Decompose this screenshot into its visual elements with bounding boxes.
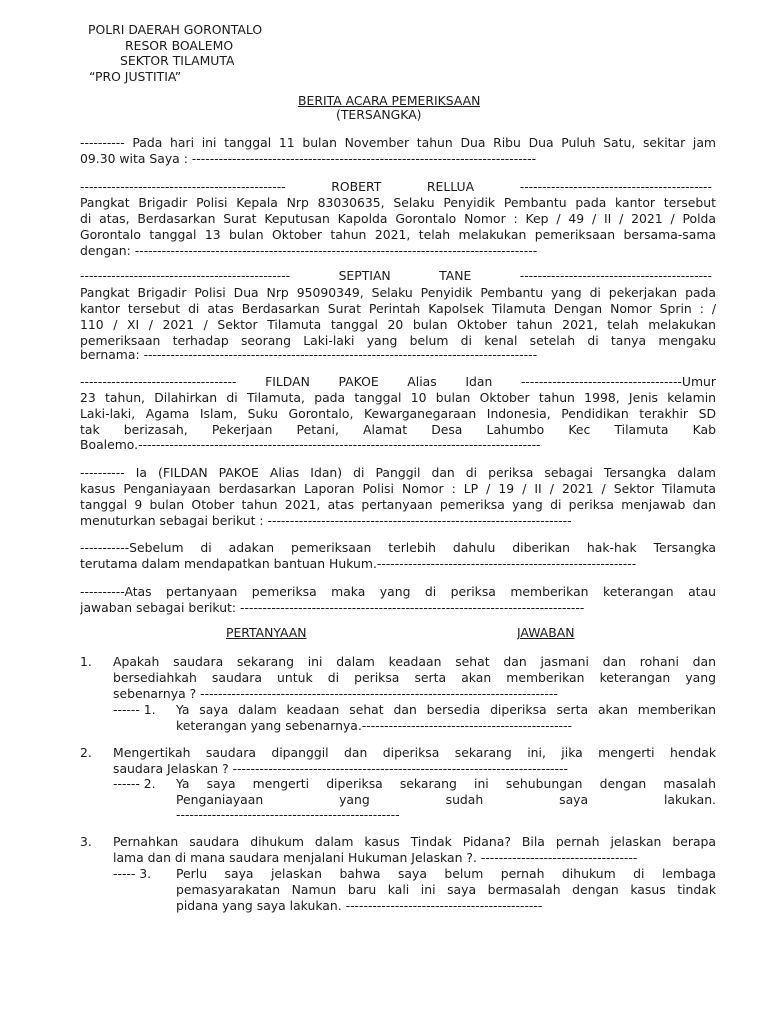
org-sektor: SEKTOR TILAMUTA bbox=[120, 53, 235, 68]
p6-line: terutama dalam mendapatkan bantuan Hukum.---------------------------------------------------------- bbox=[80, 556, 637, 571]
answer-line: Ya saya mengerti diperiksa sekarang ini sehubungan dengan masalah bbox=[176, 776, 716, 791]
p5-line: ---------- Ia (FILDAN PAKOE Alias Idan) di Panggil dan di periksa sebagai Tersangka dalam bbox=[80, 465, 716, 480]
p5-line: tanggal 9 bulan Otober tahun 2021, atas pertanyaan pemeriksa yang di periksa menjawab dan bbox=[80, 497, 716, 512]
answer-line: Penganiayaan yang sudah saya lakukan. bbox=[176, 792, 716, 807]
pro-justitia: “PRO JUSTITIA” bbox=[89, 69, 182, 84]
p3-line: Pangkat Brigadir Polisi Dua Nrp 95090349, Selaku Penyidik Pembantu yang di pekerjakan pada bbox=[80, 285, 716, 300]
p2-line: ---------------------------------------------- ROBERT RELLUA ------------------------------------------- bbox=[80, 179, 712, 194]
document-subtitle: (TERSANGKA) bbox=[336, 107, 422, 122]
answer-number: ------ 2. bbox=[113, 776, 156, 791]
answer-line: keterangan yang sebenarnya.----------------------------------------------- bbox=[176, 718, 572, 733]
question-number: 1. bbox=[80, 654, 92, 669]
p7-line: jawaban sebagai berikut: ----------------------------------------------------------------------------- bbox=[80, 600, 585, 615]
p2-line: Gorontalo tanggal 13 bulan Oktober tahun 2021, telah melakukan pemeriksaan bersama-sama bbox=[80, 227, 716, 242]
p3-line: ----------------------------------------------- SEPTIAN TANE ------------------------------------------- bbox=[80, 268, 712, 283]
p3-line: pemeriksaan terhadap seorang Laki-laki yang belum di kenal setelah di tanya mengaku bbox=[80, 333, 716, 348]
question-line: Mengertikah saudara dipanggil dan diperiksa sekarang ini, jika mengerti hendak bbox=[113, 745, 716, 760]
org-polri-daerah: POLRI DAERAH GORONTALO bbox=[88, 22, 263, 37]
question-line: bersediahkah saudara untuk di periksa serta akan memberikan keterangan yang bbox=[113, 670, 716, 685]
qa-header-answer: JAWABAN bbox=[517, 625, 575, 640]
p2-line: Pangkat Brigadir Polisi Kepala Nrp 83030635, Selaku Penyidik Pembantu pada kantor tersebut bbox=[80, 195, 716, 210]
question-line: Apakah saudara sekarang ini dalam keadaan sehat dan jasmani dan rohani dan bbox=[113, 654, 716, 669]
p1-line: 09.30 wita Saya : ----------------------------------------------------------------------------- bbox=[80, 151, 537, 166]
answer-line: pidana yang saya lakukan. -------------------------------------------- bbox=[176, 898, 543, 913]
p5-line: menuturkan sebagai berikut : -------------------------------------------------------------------- bbox=[80, 513, 572, 528]
answer-line: Ya saya dalam keadaan sehat dan bersedia diperiksa serta akan memberikan bbox=[176, 702, 716, 717]
p2-line: dengan: ------------------------------------------------------------------------------------------ bbox=[80, 243, 538, 258]
question-line: sebenarnya ? -------------------------------------------------------------------------------- bbox=[113, 686, 558, 701]
p4-line: ----------------------------------- FILDAN PAKOE Alias Idan ------------------------------------Umur bbox=[80, 374, 716, 389]
org-resor: RESOR BOALEMO bbox=[125, 38, 234, 53]
p4-line: Laki-laki, Agama Islam, Suku Gorontalo, Kewarganegaraan Indonesia, Pendidikan terakhir SD bbox=[80, 406, 716, 421]
p4-line: tak berizasah, Pekerjaan Petani, Alamat Desa Lahumbo Kec Tilamuta Kab bbox=[80, 422, 716, 437]
question-number: 2. bbox=[80, 745, 92, 760]
question-line: lama dan di mana saudara menjalani Hukuman Jelaskan ?. ----------------------------------- bbox=[113, 850, 638, 865]
answer-line: pemasyarakatan Namun baru kali ini saya bermasalah dengan kasus tindak bbox=[176, 882, 716, 897]
p7-line: ----------Atas pertanyaan pemeriksa maka yang di periksa memberikan keterangan atau bbox=[80, 584, 716, 599]
p1-line: ---------- Pada hari ini tanggal 11 bulan November tahun Dua Ribu Dua Puluh Satu, sekitar jam bbox=[80, 135, 716, 150]
p2-line: di atas, Berdasarkan Surat Keputusan Kapolda Gorontalo Nomor : Kep / 49 / II / 2021 / Polda bbox=[80, 211, 716, 226]
p4-line: Boalemo.------------------------------------------------------------------------------------------ bbox=[80, 437, 541, 452]
question-line: Pernahkan saudara dihukum dalam kasus Tindak Pidana? Bila pernah jelaskan berapa bbox=[113, 834, 716, 849]
document-title: BERITA ACARA PEMERIKSAAN bbox=[298, 93, 481, 108]
p5-line: kasus Penganiayaan berdasarkan Laporan Polisi Nomor : LP / 19 / II / 2021 / Sektor Tilamuta bbox=[80, 481, 716, 496]
p3-line: kantor tersebut di atas Berdasarkan Surat Perintah Kapolsek Tilamuta Dengan Nomor Sprin : / bbox=[80, 301, 716, 316]
p3-line: 110 / XI / 2021 / Sektor Tilamuta tanggal 20 bulan Oktober tahun 2021, telah melakukan bbox=[80, 317, 716, 332]
answer-number: ----- 3. bbox=[113, 866, 152, 881]
question-number: 3. bbox=[80, 834, 92, 849]
answer-number: ------ 1. bbox=[113, 702, 156, 717]
p6-line: -----------Sebelum di adakan pemeriksaan terlebih dahulu diberikan hak-hak Tersangka bbox=[80, 540, 716, 555]
answer-line: Perlu saya jelaskan bahwa saya belum pernah dihukum di lembaga bbox=[176, 866, 716, 881]
answer-line: -------------------------------------------------- bbox=[176, 807, 400, 822]
p4-line: 23 tahun, Dilahirkan di Tilamuta, pada tanggal 10 bulan Oktober tahun 1998, Jenis kelamin bbox=[80, 390, 716, 405]
question-line: saudara Jelaskan ? --------------------------------------------------------------------------- bbox=[113, 761, 568, 776]
qa-header-question: PERTANYAAN bbox=[226, 625, 307, 640]
p3-line: bernama: ---------------------------------------------------------------------------------------- bbox=[80, 347, 538, 362]
